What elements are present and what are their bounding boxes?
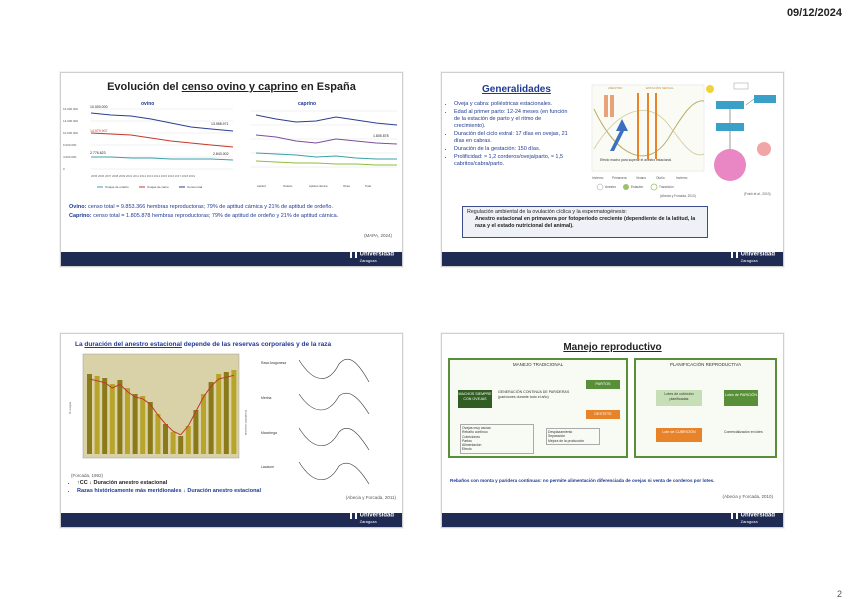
slide-manejo (441, 333, 784, 528)
partos-box: PARTOS (586, 380, 620, 389)
bullet-item: • ↑CC ↓ Duración anestro estacional (77, 480, 319, 487)
bullet-item: • Prolificidad: ≈ 1,2 corderos/oveja/parto, ≈ 1,5 cabritos/cabra/parto. (454, 154, 574, 168)
bar (133, 394, 138, 454)
bar (171, 432, 176, 454)
slide-footer (442, 252, 783, 266)
bar (231, 370, 236, 454)
season-diagram (578, 79, 783, 199)
plan-arrow-text: Comercialización en lotes (724, 430, 763, 434)
destete-box: DESTETE (586, 410, 620, 419)
bar (125, 388, 130, 454)
svg-text:ESTACIÓN SEXUAL: ESTACIÓN SEXUAL (646, 86, 674, 90)
bar (193, 410, 198, 454)
svg-text:Transición: Transición (659, 185, 674, 189)
svg-text:Invierno: Invierno (592, 176, 604, 180)
slide-title: Evolución del censo ovino y caprino en España (107, 81, 356, 93)
small-charts (259, 354, 399, 494)
bar (110, 384, 115, 454)
traditional-panel: MANEJO TRADICIONAL MACHOS SIEMPRE CON OVEJAS GENERACIÓN CONTINUA DE PARIDERAS (pariciones durante todo el año) PARTOS DESTETE Ovejas muy vacías Rebaño continuo Cubriciones Partos Alimentación Efecto Desplazamiento Separación Mejora de la producción (448, 358, 628, 458)
bullet-item: • Duración del ciclo estral: 17 días en ovejas, 21 días en cabras. (454, 131, 574, 145)
svg-text:0: 0 (63, 167, 65, 171)
svg-text:Total: Total (365, 184, 371, 188)
censo-text: Ovino: censo total = 9.853.366 hembras reproductoras; 79% de aptitud cárnica y 21% de aptitud de ordeño. Caprino: censo total = 1.805.878 hembras reproductoras; 79% de aptitud de ordeño y 21% de aptitud cárnica. (69, 204, 339, 219)
reference: (Abecia y Forcada, 2010) (722, 494, 773, 499)
svg-text:Condición corporal: Condición corporal (244, 410, 248, 436)
svg-text:2.843.002: 2.843.002 (213, 152, 229, 156)
svg-text:16.000.000: 16.000.000 (63, 107, 79, 111)
svg-text:2005 2006 2007 2008 2009 2010: 2005 2006 2007 2008 2009 2010 2011 2012 2013 2014 2015 2016 2017 2018 2019 (91, 174, 196, 178)
bar (178, 436, 183, 454)
bar (201, 394, 206, 454)
svg-text:Lacaune: Lacaune (261, 465, 275, 469)
bullet-item: • Duración de la gestación: 150 días. (454, 146, 574, 153)
svg-text:(Abecia y Forcada, 2010): (Abecia y Forcada, 2010) (660, 194, 696, 198)
svg-text:Ordeño: Ordeño (283, 184, 293, 188)
plan-box-2: Lotes de PARICIÓN (724, 390, 758, 406)
svg-text:Merina: Merina (261, 396, 272, 400)
slide-footer (442, 513, 783, 527)
bar (155, 414, 160, 454)
svg-text:Otoño: Otoño (656, 176, 665, 180)
svg-text:Ovejas de ordeño: Ovejas de ordeño (105, 185, 129, 189)
generation-text: GENERACIÓN CONTINUA DE PARIDERAS (pariciones durante todo el año) (498, 390, 570, 399)
svg-text:14.979.907: 14.979.907 (90, 129, 108, 133)
traditional-list: Ovejas muy vacías Rebaño continuo Cubriciones Partos Alimentación Efecto (460, 424, 534, 454)
plan-box-1: Lotes de cubrición planificadas (656, 390, 702, 406)
plan-orange-box: Lote de CUBRICIÓN (656, 428, 702, 442)
slide-footer (61, 513, 402, 527)
caprino-label: caprino (298, 101, 317, 107)
slide-censo (60, 72, 403, 267)
bar (140, 396, 145, 454)
bar (224, 372, 229, 454)
bar (216, 374, 221, 454)
traditional-list-2: Desplazamiento Separación Mejora de la producción (546, 428, 600, 445)
svg-text:Primavera: Primavera (612, 176, 627, 180)
svg-text:1.805.878: 1.805.878 (373, 134, 389, 138)
svg-text:10.000.000: 10.000.000 (90, 105, 108, 109)
bar (209, 382, 214, 454)
svg-text:13.958.971: 13.958.971 (211, 122, 229, 126)
svg-text:Otras: Otras (343, 184, 350, 188)
bar (186, 426, 191, 454)
svg-text:Estación: Estación (631, 185, 644, 189)
svg-text:Anestro: Anestro (605, 185, 616, 189)
svg-text:Rasa Aragonesa: Rasa Aragonesa (261, 361, 287, 365)
bar (117, 380, 122, 454)
caption: Rebaños con monta y paridera continuas: no permite alimentación diferenciada de ovejas ni venta de corderos por lotes. (450, 478, 715, 483)
university-logo: Universidad Zaragoza (350, 511, 394, 525)
ovino-label: ovino (141, 101, 155, 107)
svg-text:Invierno: Invierno (676, 176, 688, 180)
bullet-item: • Razas históricamente más meridionales ↓ Duración anestro estacional (77, 488, 319, 495)
svg-text:6.000.000: 6.000.000 (63, 143, 77, 147)
bar (102, 378, 107, 454)
slide-anestro (60, 333, 403, 528)
svg-text:Aptitud cárnica: Aptitud cárnica (309, 184, 328, 188)
reference: (MAPA, 2024) (364, 233, 392, 238)
bar (163, 424, 168, 454)
svg-text:Aptitud: Aptitud (257, 184, 266, 188)
svg-text:10.000.000: 10.000.000 (63, 131, 79, 135)
bar-line-chart (65, 350, 255, 470)
reference: (Abecia y Forcada, 2011) (345, 495, 396, 500)
university-logo: Universidad Zaragoza (350, 250, 394, 264)
slide-generalidades (441, 72, 784, 267)
reference: (Forcada, 1992) (71, 473, 104, 478)
svg-text:14.000.000: 14.000.000 (63, 119, 79, 123)
svg-text:Efecto macho para superar el a: Efecto macho para superar el anestro estacional. (600, 158, 672, 162)
university-logo: Universidad Zaragoza (731, 250, 775, 264)
slide-title: Generalidades (482, 84, 551, 95)
university-logo: Universidad Zaragoza (731, 511, 775, 525)
males-box: MACHOS SIEMPRE CON OVEJAS (458, 390, 492, 408)
bar (148, 402, 153, 454)
censo-charts (61, 97, 402, 207)
svg-text:Ovejas de carne: Ovejas de carne (147, 185, 169, 189)
svg-text:ANESTRO: ANESTRO (608, 86, 623, 90)
svg-text:Verano: Verano (636, 176, 647, 180)
planning-panel: PLANIFICACIÓN REPRODUCTIVA Lotes de cubrición planificadas Lotes de PARICIÓN Lote de CUBRICIÓN Comercialización en lotes (634, 358, 777, 458)
anestro-bullets (69, 480, 319, 496)
svg-text:(Folch et al., 2010): (Folch et al., 2010) (744, 192, 771, 196)
page-number: 2 (836, 589, 842, 599)
bar (95, 376, 100, 454)
slide-title: Manejo reproductivo (563, 342, 662, 353)
bullet-item: • Oveja y cabra: poliéstricas estacionales. (454, 101, 574, 108)
svg-text:Censo total: Censo total (187, 185, 203, 189)
bullet-list (446, 101, 574, 169)
svg-text:2.776.623: 2.776.623 (90, 151, 106, 155)
print-date: 09/12/2024 (786, 7, 842, 19)
svg-text:4.000.000: 4.000.000 (63, 155, 77, 159)
svg-text:Manchega: Manchega (261, 431, 277, 435)
bar (87, 374, 92, 454)
bullet-item: • Edad al primer parto: 12-24 meses (en función de la estación de parto y el ritmo de crecimiento). (454, 109, 574, 130)
svg-text:% ovejas: % ovejas (68, 401, 72, 414)
slide-footer (61, 252, 402, 266)
regulation-box: Regulación ambiental de la ovulación cíclica y la espermatogénesis: Anestro estacional en primavera por fotoperiodo creciente (dependiente de la latitud, la raza y el estado nutricional del animal). (462, 206, 708, 238)
slide-title: La duración del anestro estacional depende de las reservas corporales y de la raza (75, 341, 332, 348)
